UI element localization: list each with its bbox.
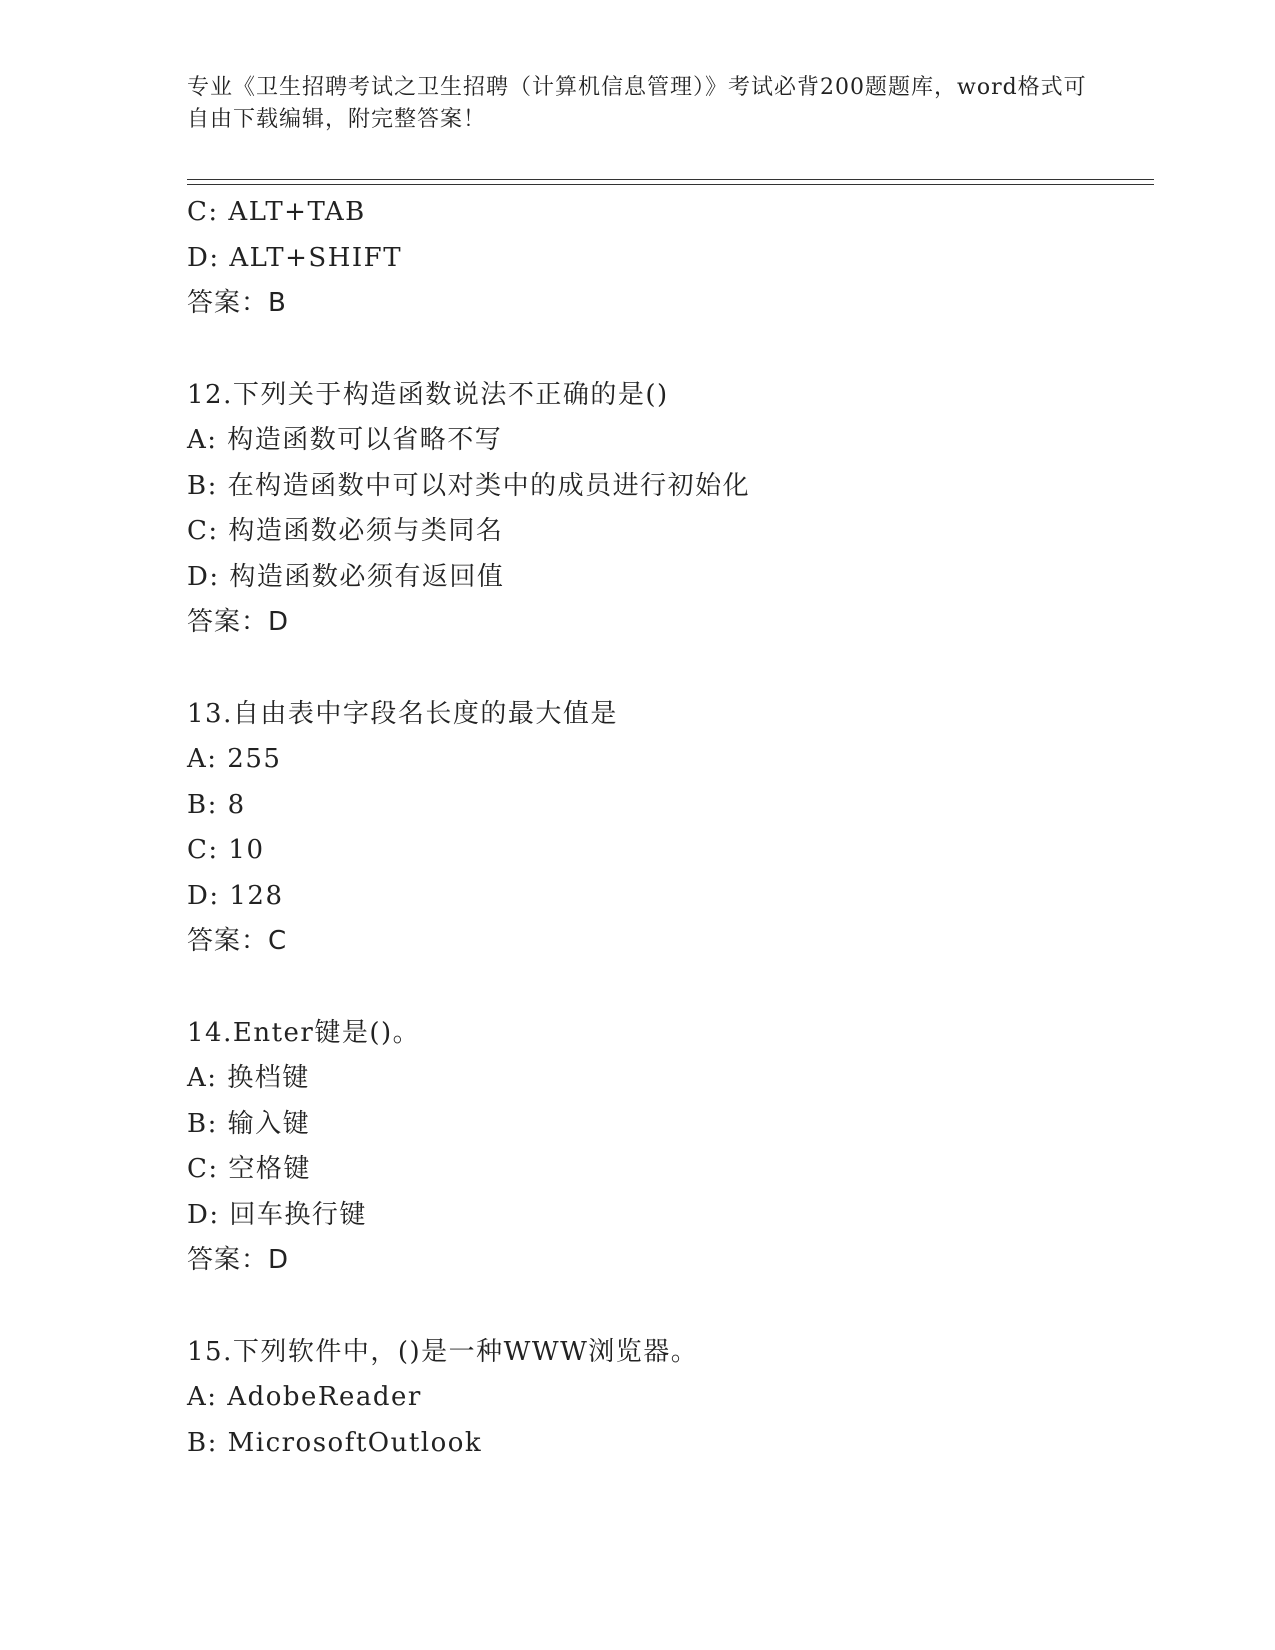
answer-line: 答案：C <box>187 926 288 956</box>
option-d: D: 构造函数必须有返回值 <box>187 561 505 592</box>
document-header-title: 专业《卫生招聘考试之卫生招聘（计算机信息管理）》考试必背200题题库，word格式可自由下载编辑，附完整答案！ <box>187 75 1087 132</box>
question-stem: 12.下列关于构造函数说法不正确的是() <box>187 379 669 410</box>
option-c: C: 10 <box>187 835 265 865</box>
option-d: D: ALT+SHIFT <box>187 242 403 273</box>
question-stem: 15.下列软件中，()是一种WWW浏览器。 <box>187 1336 699 1367</box>
question-stem: 14.Enter键是()。 <box>187 1017 421 1048</box>
option-b: B: 8 <box>187 789 246 820</box>
option-a: A: 255 <box>187 744 282 774</box>
option-b: B: 输入键 <box>187 1108 311 1139</box>
answer-line: 答案：D <box>187 1245 290 1275</box>
option-c: C: 构造函数必须与类同名 <box>187 516 504 546</box>
option-c: C: 空格键 <box>187 1154 311 1184</box>
document-content <box>187 190 1147 1466</box>
option-b: B: MicrosoftOutlook <box>187 1427 483 1458</box>
option-a: A: AdobeReader <box>187 1382 422 1412</box>
header-divider-bottom <box>187 184 1154 185</box>
option-c: C: ALT+TAB <box>187 197 366 227</box>
answer-line: 答案：D <box>187 607 290 637</box>
option-a: A: 构造函数可以省略不写 <box>187 425 503 455</box>
answer-line: 答案：B <box>187 288 287 318</box>
question-12 <box>187 373 1147 646</box>
question-13 <box>187 692 1147 965</box>
header-divider-top <box>187 179 1154 180</box>
question-15 <box>187 1330 1147 1467</box>
option-d: D: 128 <box>187 880 284 911</box>
question-14 <box>187 1011 1147 1284</box>
option-a: A: 换档键 <box>187 1063 310 1093</box>
option-b: B: 在构造函数中可以对类中的成员进行初始化 <box>187 470 751 501</box>
option-d: D: 回车换行键 <box>187 1199 367 1230</box>
question-11-continued <box>187 190 1147 327</box>
question-stem: 13.自由表中字段名长度的最大值是 <box>187 698 618 729</box>
